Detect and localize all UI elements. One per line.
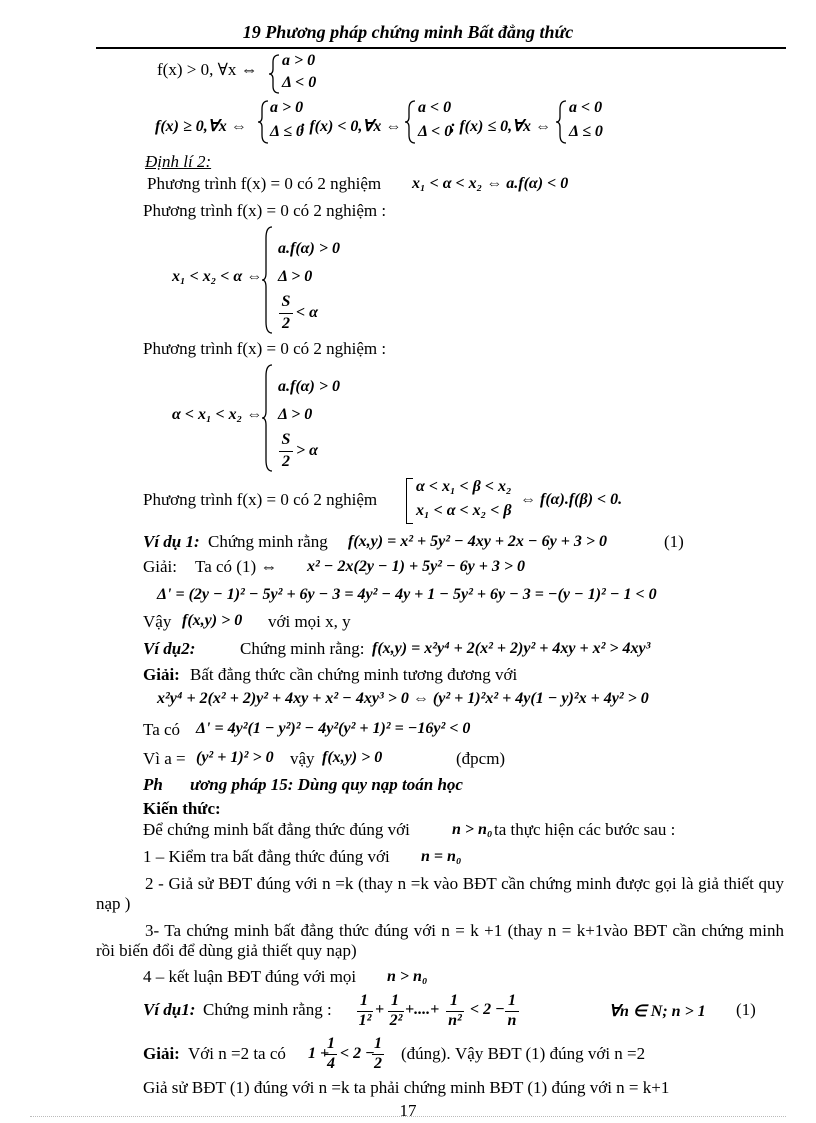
example1-text: Chứng minh rằng bbox=[208, 532, 328, 551]
top-l2-b: ; f(x) < 0,∀x ⇔ bbox=[300, 118, 402, 135]
top-sys1-a: a > 0 bbox=[282, 52, 316, 69]
example3-sol-frac2-den: 2 bbox=[374, 1055, 382, 1072]
example3-frac1-den: 1² bbox=[358, 1012, 372, 1029]
fraction-bar bbox=[279, 451, 293, 452]
example3-dots: +....+ bbox=[405, 1001, 440, 1018]
method15-step4-text: 4 – kết luận BĐT đúng với mọi bbox=[143, 967, 357, 986]
example1-sol-text: Ta có (1) ⇔ bbox=[195, 557, 278, 576]
method15-step1-text: 1 – Kiểm tra bất đẳng thức đúng với bbox=[143, 847, 390, 866]
case1-frac-den: 2 bbox=[282, 315, 290, 332]
example1-number: (1) bbox=[664, 532, 684, 551]
example3-rhs-num: 1 bbox=[508, 992, 516, 1009]
example3-number: (1) bbox=[736, 1000, 756, 1019]
example3-sol-tail-a: (đúng). bbox=[401, 1044, 451, 1063]
example3-rhs-den: n bbox=[507, 1012, 517, 1029]
method15-title-a: Ph bbox=[143, 775, 163, 794]
example3-sol-frac2-num: 1 bbox=[374, 1035, 382, 1052]
top-l2-b-sys-b: Δ < 0 bbox=[418, 123, 453, 140]
method15-step4-math: n > n₀ bbox=[387, 968, 428, 985]
example1-sol-math: x² − 2x(2y − 1) + 5y² − 6y + 3 > 0 bbox=[307, 558, 525, 575]
top-l2-b-sys-a: a < 0 bbox=[418, 99, 452, 116]
top-l2-a-sys-b: Δ ≤ 0 bbox=[270, 123, 304, 140]
example2-vi-math2: f(x,y) > 0 bbox=[322, 749, 383, 766]
footer-rule bbox=[30, 1116, 786, 1117]
plus-sign: + bbox=[375, 1001, 385, 1018]
example3-label: Ví dụ1: bbox=[143, 1000, 196, 1019]
brace bbox=[262, 364, 274, 472]
example1-delta: Δ' = (2y − 1)² − 5y² + 6y − 3 = 4y² − 4y + 1 − 5y² + 6y − 3 = −(y − 1)² − 1 < 0 bbox=[157, 586, 657, 603]
top-l2-c-sys-a: a < 0 bbox=[569, 99, 603, 116]
example3-sol-label: Giải: bbox=[143, 1044, 180, 1063]
page-number: 17 bbox=[399, 1101, 417, 1120]
theorem2-line1-text: Phương trình f(x) = 0 có 2 nghiệm bbox=[147, 174, 382, 193]
method15-p1-math: n > n₀ bbox=[452, 821, 493, 838]
example3-sol-text: Với n =2 ta có bbox=[188, 1044, 286, 1063]
example2-sol-label: Giải: bbox=[143, 665, 180, 684]
case2-sys-b: Δ > 0 bbox=[278, 406, 313, 423]
case3-sys-b: x₁ < α < x₂ < β bbox=[416, 502, 512, 519]
brace bbox=[258, 100, 270, 144]
example3-frac1-num: 1 bbox=[360, 992, 368, 1009]
example2-eq: x²y⁴ + 2(x² + 2)y² + 4xy + x² − 4xy³ > 0 ⇔ (y² + 1)²x² + 4y(1 − y)²x + 4y² > 0 bbox=[157, 690, 649, 707]
example2-delta-text: Ta có bbox=[143, 720, 181, 739]
example1-concl-tail: với mọi x, y bbox=[268, 612, 351, 631]
example1-concl-math: f(x,y) > 0 bbox=[182, 612, 243, 629]
example3-sol-tail-b: Vậy BĐT (1) đúng với n =2 bbox=[455, 1044, 646, 1063]
example3-last: Giả sử BĐT (1) đúng với n =k ta phải chứng minh BĐT (1) đúng với n = k+1 bbox=[143, 1078, 670, 1097]
example3-text: Chứng minh rằng : bbox=[203, 1000, 332, 1019]
top-sys1-b: Δ < 0 bbox=[282, 74, 317, 91]
method15-step3: 3- Ta chứng minh bất đẳng thức đúng với n = k +1 (thay n = k+1vào BĐT cần chứng minh rồi biến đổi để dùng giả thiết quy nạp) bbox=[96, 921, 784, 960]
example1-math: f(x,y) = x² + 5y² − 4xy + 2x − 6y + 3 > 0 bbox=[348, 533, 607, 550]
example2-vi-text: Vì a = bbox=[143, 749, 186, 768]
case2-frac-rel: > α bbox=[296, 442, 318, 459]
top-l2-a-sys-a: a > 0 bbox=[270, 99, 304, 116]
top-line1-left: f(x) > 0, ∀x ⇔ bbox=[157, 60, 258, 79]
example3-frac3-den: n² bbox=[448, 1012, 462, 1029]
method15-p1-text: Để chứng minh bất đẳng thức đúng với bbox=[143, 820, 410, 839]
brace bbox=[405, 100, 417, 144]
example3-frac2-den: 2² bbox=[389, 1012, 403, 1029]
example2-vi-mid: vậy bbox=[290, 749, 315, 768]
top-l2-c-sys-b: Δ ≤ 0 bbox=[569, 123, 603, 140]
top-l2-a: f(x) ≥ 0,∀x ⇔ bbox=[155, 118, 247, 135]
top-l2-c: ; f(x) ≤ 0,∀x ⇔ bbox=[450, 118, 552, 135]
case1-left: x₁ < x₂ < α ⇔ bbox=[172, 268, 263, 285]
theorem2-line3-text: Phương trình f(x) = 0 có 2 nghiệm : bbox=[143, 339, 387, 358]
example1-concl-text: Vậy bbox=[143, 612, 172, 631]
case2-frac-den: 2 bbox=[282, 453, 290, 470]
case2-sys-a: a.f(α) > 0 bbox=[278, 378, 340, 395]
example2-delta: Δ' = 4y²(1 − y²)² − 4y²(y² + 1)² = −16y² < 0 bbox=[196, 720, 471, 737]
example2-math: f(x,y) = x²y⁴ + 2(x² + 2)y² + 4xy + x² > 4xy³ bbox=[372, 640, 651, 657]
example1-sol-label: Giải: bbox=[143, 557, 177, 576]
example2-vi-tail: (đpcm) bbox=[456, 749, 506, 768]
brace bbox=[556, 100, 568, 144]
method15-step2: 2 - Giả sử BĐT đúng với n =k (thay n =k vào BĐT cần chứng minh được gọi là giả thiết quy nạp ) bbox=[96, 874, 784, 913]
case2-frac-num: S bbox=[281, 431, 291, 448]
example1-label: Ví dụ 1: bbox=[143, 532, 200, 551]
case1-sys-a: a.f(α) > 0 bbox=[278, 240, 340, 257]
method15-kt-label: Kiến thức: bbox=[143, 799, 221, 818]
bracket bbox=[406, 478, 413, 524]
example2-vi-math: (y² + 1)² > 0 bbox=[196, 749, 274, 766]
example2-sol-text: Bất đẳng thức cần chứng minh tương đương với bbox=[190, 665, 518, 684]
example3-sol-frac1-den: 4 bbox=[327, 1055, 335, 1072]
example3-sol-math-b: < 2 − bbox=[340, 1045, 375, 1062]
case3-right: ⇔ f(α).f(β) < 0. bbox=[520, 491, 623, 508]
header-rule bbox=[96, 47, 786, 49]
example3-frac3-num: 1 bbox=[450, 992, 458, 1009]
example3-rel: < 2 − bbox=[470, 1001, 505, 1018]
page-header: 19 Phương pháp chứng minh Bất đẳng thức bbox=[242, 22, 574, 42]
theorem2-line4-text: Phương trình f(x) = 0 có 2 nghiệm bbox=[143, 490, 378, 509]
example3-sol-math-a: 1 + bbox=[308, 1045, 330, 1062]
case2-left: α < x₁ < x₂ ⇔ bbox=[172, 406, 263, 423]
case1-frac-rel: < α bbox=[296, 304, 318, 321]
example3-cond: ∀n ∈ N; n > 1 bbox=[609, 1003, 706, 1020]
example2-text: Chứng minh rằng: bbox=[240, 639, 365, 658]
method15-step1-math: n = n₀ bbox=[421, 848, 462, 865]
brace bbox=[269, 54, 281, 94]
example2-label: Ví dụ2: bbox=[143, 639, 196, 658]
brace bbox=[262, 226, 274, 334]
case3-sys-a: α < x₁ < β < x₂ bbox=[416, 478, 512, 495]
example3-sol-frac1-num: 1 bbox=[327, 1035, 335, 1052]
theorem2-line1-math: x₁ < α < x₂ ⇔ a.f(α) < 0 bbox=[412, 175, 569, 192]
case1-frac-num: S bbox=[281, 293, 291, 310]
theorem2-title: Định lí 2: bbox=[145, 152, 212, 171]
theorem2-line2-text: Phương trình f(x) = 0 có 2 nghiệm : bbox=[143, 201, 387, 220]
case1-sys-b: Δ > 0 bbox=[278, 268, 313, 285]
example3-frac2-num: 1 bbox=[391, 992, 399, 1009]
method15-title-b: ương pháp 15: Dùng quy nạp toán học bbox=[190, 775, 463, 794]
method15-p1-tail: ta thực hiện các bước sau : bbox=[494, 820, 676, 839]
fraction-bar bbox=[279, 313, 293, 314]
